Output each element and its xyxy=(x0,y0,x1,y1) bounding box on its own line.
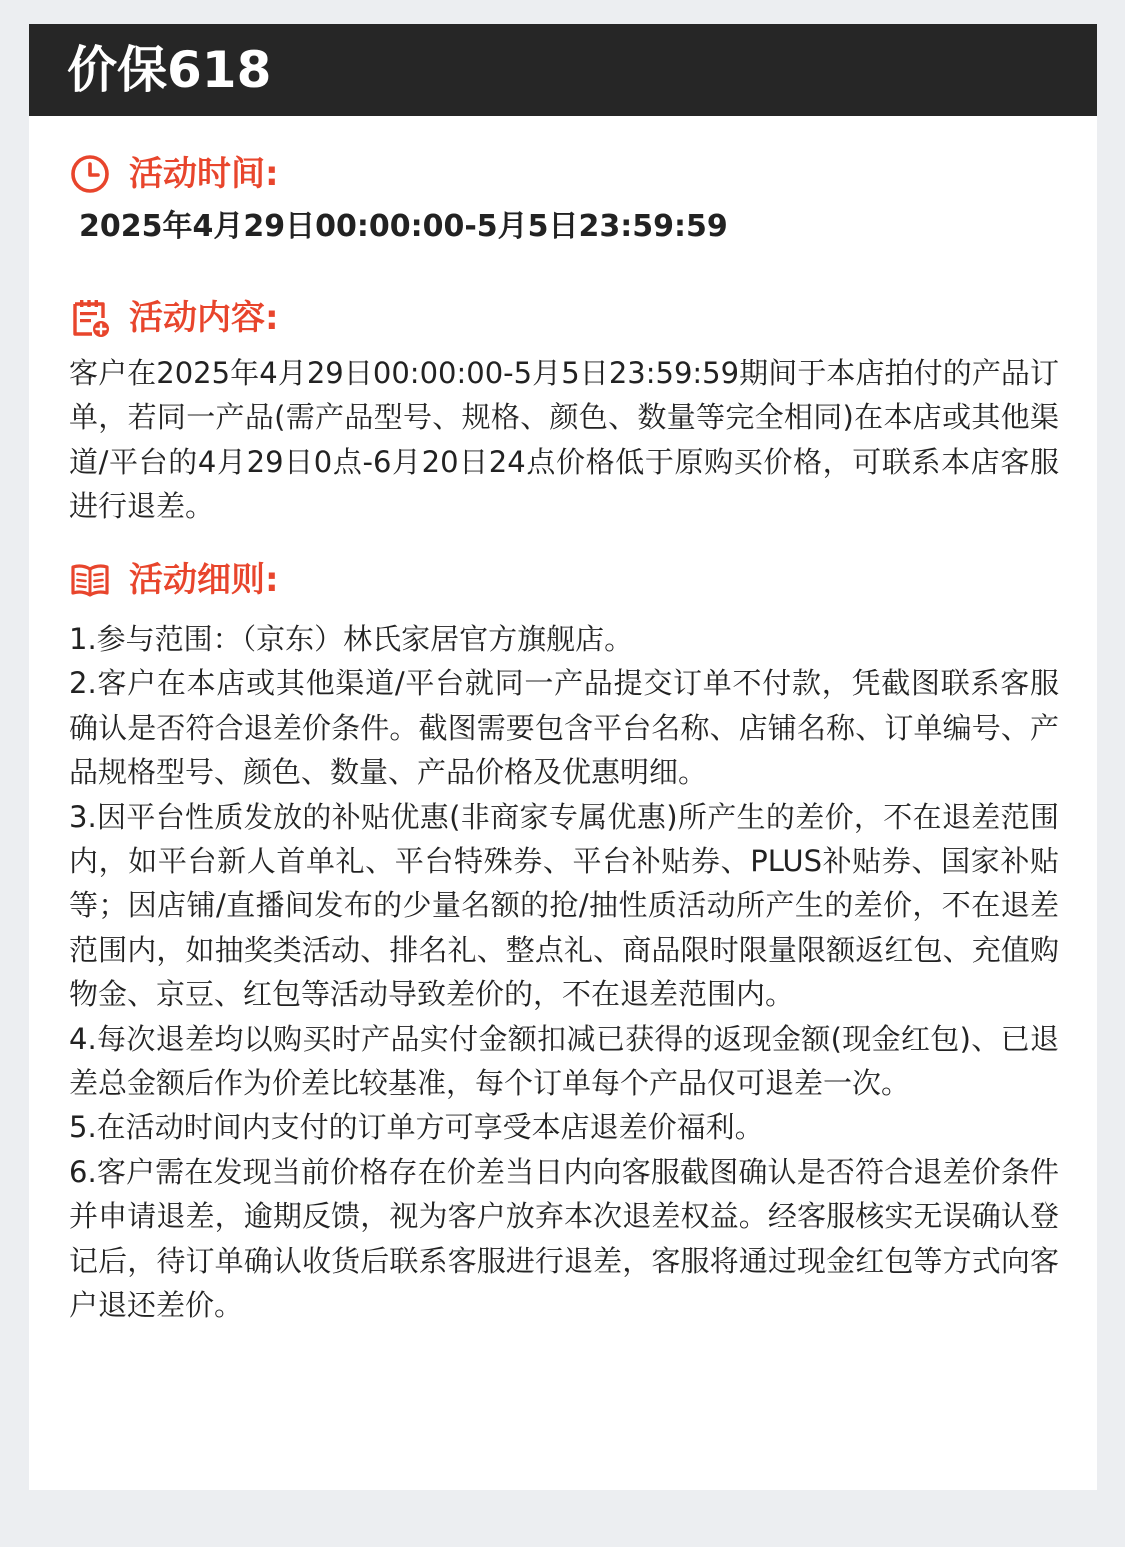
section-time-label: 活动时间: xyxy=(129,154,279,194)
rule-item: 1.参与范围：（京东）林氏家居官方旗舰店。 xyxy=(69,622,634,656)
activity-time-value: 2025年4月29日00:00:00-5月5日23:59:59 xyxy=(79,209,728,244)
section-time-header xyxy=(69,150,279,198)
section-rules-header xyxy=(69,556,279,604)
book-icon xyxy=(69,559,111,601)
rule-item: 6.客户需在发现当前价格存在价差当日内向客服截图确认是否符合退差价条件并申请退差，逾期反馈，视为客户放弃本次退差权益。经客服核实无误确认登记后，待订单确认收货后联系客服进行退差，客服将通过现金红包等方式向客户退还差价。 xyxy=(69,1154,1059,1323)
rule-item: 5.在活动时间内支付的订单方可享受本店退差价福利。 xyxy=(69,1110,764,1145)
page-title: 价保618 xyxy=(67,41,272,99)
title-bar xyxy=(29,24,1097,116)
notepad-icon xyxy=(69,297,111,339)
rules-list xyxy=(69,617,1059,1328)
activity-content-text xyxy=(69,351,1059,529)
clock-icon xyxy=(69,153,111,195)
content-paragraph: 客户在2025年4月29日00:00:00-5月5日23:59:59期间于本店拍付的产品订单，若同一产品(需产品型号、规格、颜色、数量等完全相同)在本店或其他渠道/平台的4月29日0点-6月20日24点价格低于原购买价格，可联系本店客服进行退差。 xyxy=(69,356,1059,524)
rule-item: 4.每次退差均以购买时产品实付金额扣减已获得的返现金额(现金红包)、已退差总金额后作为价差比较基准，每个订单每个产品仅可退差一次。 xyxy=(69,1021,1059,1101)
section-content-label: 活动内容: xyxy=(129,298,279,338)
section-content-header xyxy=(69,294,279,342)
rule-item: 3.因平台性质发放的补贴优惠(非商家专属优惠)所产生的差价，不在退差范围内，如平台新人首单礼、平台特殊券、平台补贴券、PLUS补贴券、国家补贴等；因店铺/直播间发布的少量名额的抢/抽性质活动所产生的差价，不在退差范围内，如抽奖类活动、排名礼、整点礼、商品限时限量限额返红包、充值购物金、京豆、红包等活动导致差价的，不在退差范围内。 xyxy=(69,799,1059,1012)
promo-card xyxy=(29,24,1097,1490)
section-rules-label: 活动细则: xyxy=(129,560,279,600)
rule-item: 2.客户在本店或其他渠道/平台就同一产品提交订单不付款，凭截图联系客服确认是否符合退差价条件。截图需要包含平台名称、店铺名称、订单编号、产品规格型号、颜色、数量、产品价格及优惠明细。 xyxy=(69,666,1059,790)
